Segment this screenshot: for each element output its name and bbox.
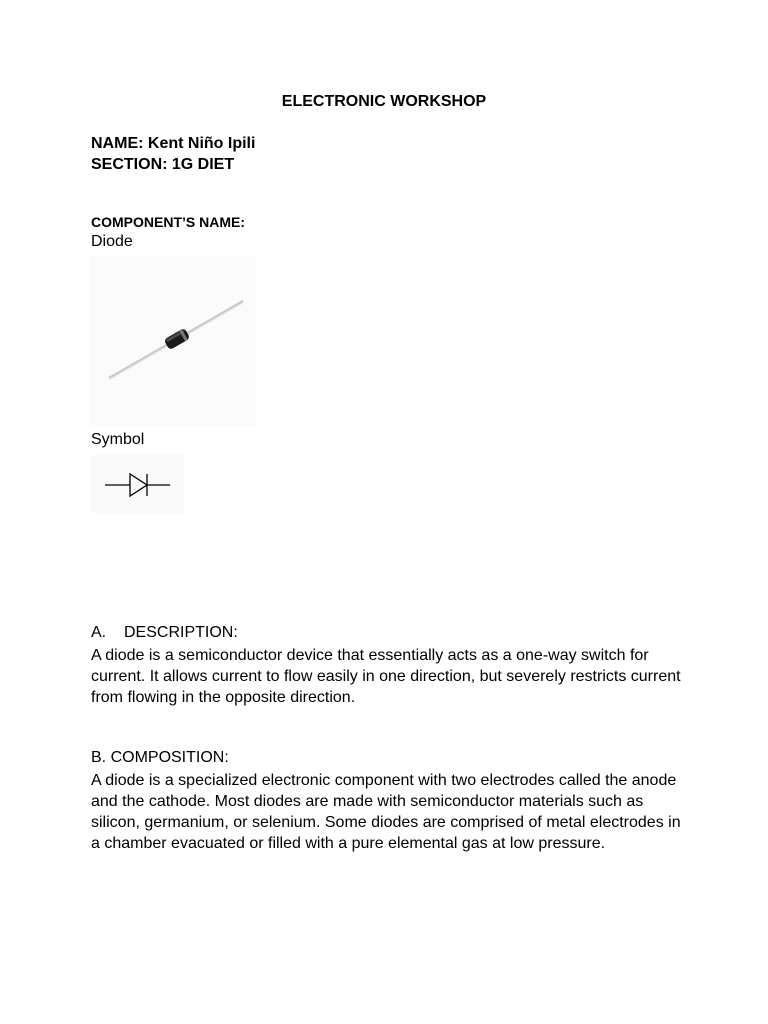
diode-symbol xyxy=(91,455,184,513)
description-text: A diode is a semiconductor device that essentially acts as a one-way switch for current. It allows current to flow easily in one direction, but severely restricts current from flowing in the opposite direction. xyxy=(91,647,681,706)
student-section: SECTION: 1G DIET xyxy=(91,156,235,173)
description-heading xyxy=(91,624,238,642)
component-name: Diode xyxy=(91,233,133,250)
student-name: NAME: Kent Niño Ipili xyxy=(91,135,256,152)
composition-text: A diode is a specialized electronic component with two electrodes called the anode and the cathode. Most diodes are made with semiconductor materials such as silicon, germanium, or selenium. Some diodes are comprised of metal electrodes in a chamber evacuated or filled with a pure elemental gas at low pressure. xyxy=(91,772,681,852)
diode-symbol-icon xyxy=(91,455,184,513)
symbol-label: Symbol xyxy=(91,431,145,448)
diode-photo xyxy=(91,256,256,426)
document-title: ELECTRONIC WORKSHOP xyxy=(281,93,487,110)
component-label: COMPONENT’S NAME: xyxy=(91,214,245,230)
description-heading-text: DESCRIPTION: xyxy=(124,624,238,641)
composition-heading: B. COMPOSITION: xyxy=(91,749,229,766)
description-marker: A. xyxy=(91,624,107,641)
diode-photo-drawing xyxy=(91,256,256,426)
